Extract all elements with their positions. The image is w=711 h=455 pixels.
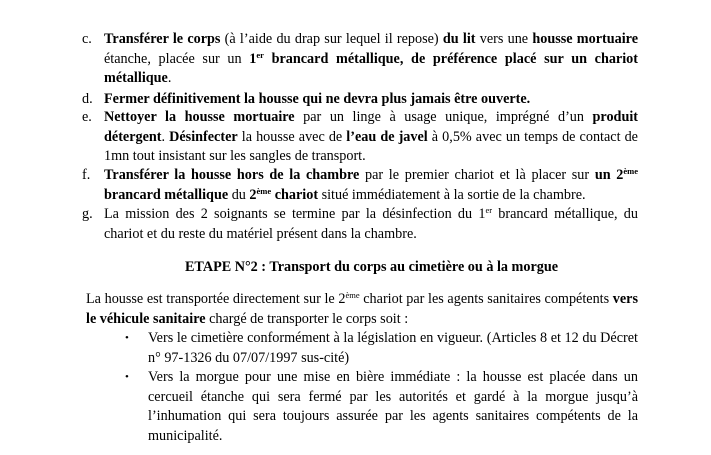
list-marker: f. [82,167,91,183]
list-marker: g. [82,206,93,222]
bullet-item-cemetery [125,329,638,368]
item-text-bold: Transférer le corps [104,31,221,47]
item-text-bold: Nettoyer la housse mortuaire [104,109,295,125]
item-text-bold: 2 [249,186,257,203]
item-text-bold: Transférer la housse hors de la chambre [104,167,360,183]
superscript: ème [345,290,360,300]
bullet-icon: • [125,371,129,383]
list-item-f [82,166,639,205]
superscript: er [256,49,264,60]
item-text: brancard métallique, du chariot et du reste du matériel présent dans la chambre. [104,206,638,242]
paragraph-text: chargé de transporter le corps soit : [205,310,409,327]
list-marker: c. [82,31,92,47]
item-text: étanche, placée sur un [104,50,250,67]
list-item-g [82,205,638,244]
section-heading: ETAPE N°2 : Transport du corps au cimetière ou à la morgue [184,259,559,275]
bullet-item-morgue [125,368,638,446]
item-text: . [161,128,170,145]
item-text-bold: Désinfecter [169,128,238,145]
body-paragraph [86,290,638,329]
bullet-icon: • [125,332,129,344]
item-text-bold: produit détergent [104,109,639,145]
paragraph-text: chariot par les agents sanitaires compétents [359,291,613,307]
superscript: ème [623,166,639,176]
item-text: du [228,186,250,203]
list-marker: d. [82,91,93,107]
item-text: à 0,5% avec un temps de contact de 1mn tout insistant sur les sangles de transport. [104,128,638,164]
bullet-text: Vers le cimetière conformément à la législation en vigueur. (Articles 8 et 12 du Décret n° 97-1326 du 07/07/1997 sus-cité) [148,330,638,366]
item-text-bold: un 2 [594,167,624,183]
paragraph-text-bold: vers le véhicule sanitaire [86,291,638,327]
item-text: La mission des 2 soignants se termine par la désinfection du 1 [104,206,486,222]
item-text: situé immédiatement à la sortie de la chambre. [318,186,586,203]
item-text: la housse avec de [237,128,347,145]
item-text-bold: Fermer définitivement la housse qui ne devra plus jamais être ouverte. [104,91,531,107]
item-text: vers une [475,31,533,47]
item-text-bold: chariot [271,186,319,203]
item-text-bold: brancard métallique, de préférence placé sur un chariot métallique [104,50,638,86]
item-text-bold: housse mortuaire [532,31,638,47]
item-text: (à l’aide du drap sur lequel il repose) [220,31,443,47]
item-text-bold: brancard métallique [104,186,229,203]
superscript: er [485,205,493,215]
list-marker: e. [82,109,92,125]
item-text-bold: 1 [249,50,257,67]
list-item-d [82,90,638,110]
list-item-e [82,108,639,167]
superscript: ème [256,185,272,196]
bullet-text: Vers la morgue pour une mise en bière immédiate : la housse est placée dans un cercueil étanche qui sera fermé par les autorités et gardé à la morgue jusqu’à l’inhumation qui sera toujours assurée par les agents sanitaires compétents de la municipalité. [148,369,638,444]
list-item-c [82,30,638,89]
item-text: par un linge à usage unique, imprégné d’un [294,109,593,125]
item-text: par le premier chariot et là placer sur [359,167,595,183]
item-text-bold: l’eau de javel [346,128,428,145]
item-text-bold: du lit [442,31,476,47]
paragraph-text: La housse est transportée directement sur le 2 [86,291,346,307]
item-text: . [167,70,172,86]
